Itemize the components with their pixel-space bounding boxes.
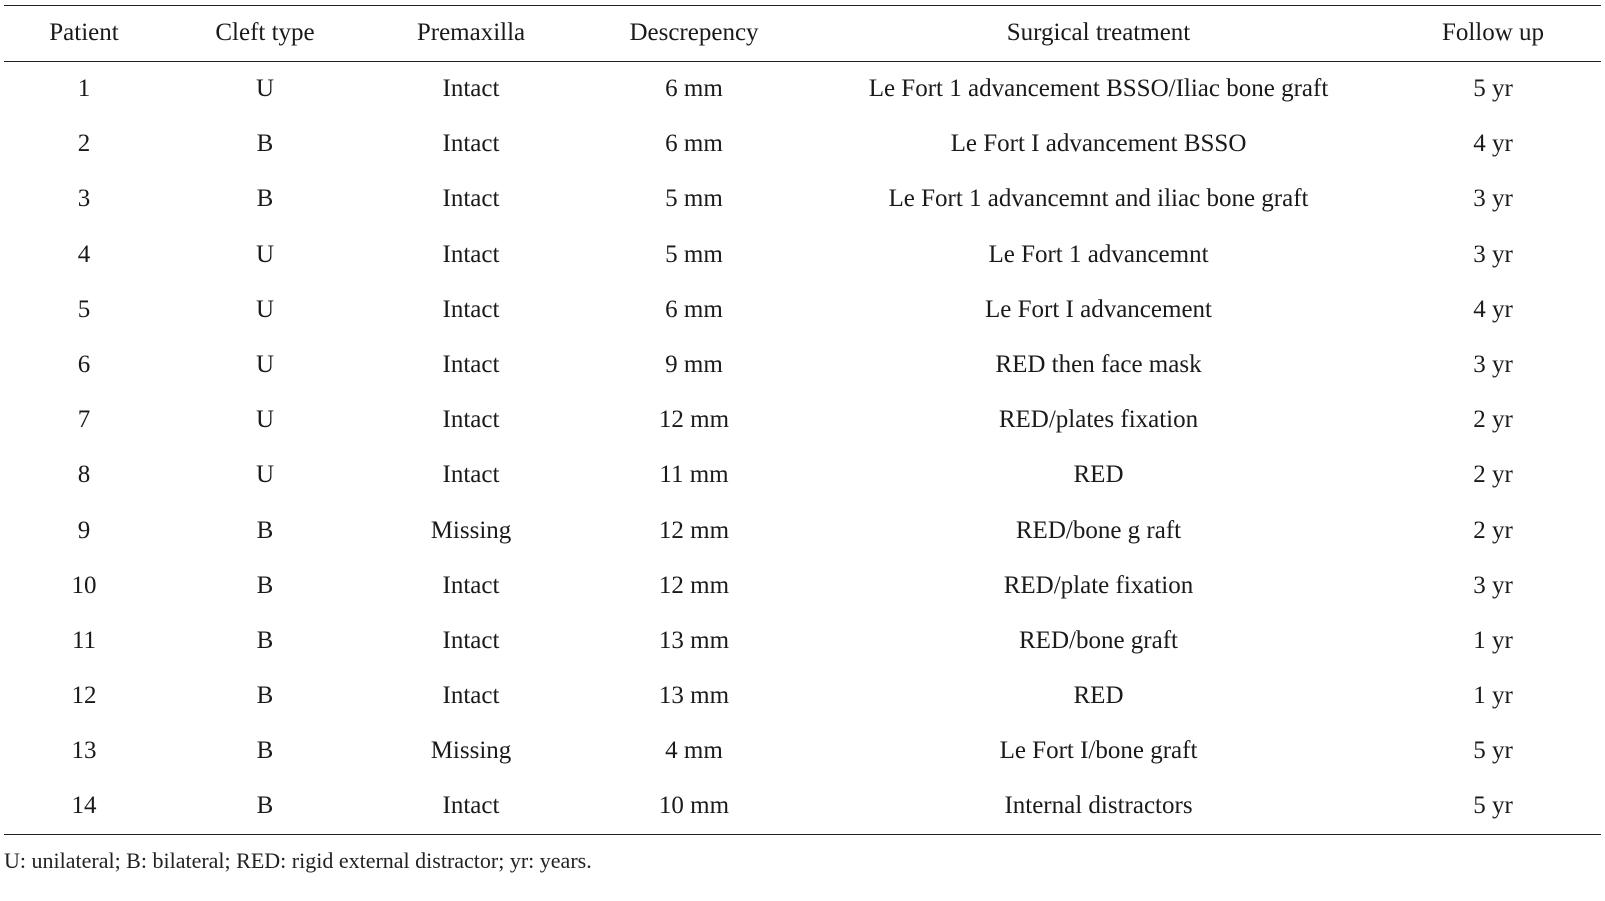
cell-surgical-treatment: RED	[1073, 461, 1124, 489]
cell-cleft-type: U	[255, 75, 275, 103]
cell-cleft-type: B	[256, 130, 274, 158]
cell-follow-up: 4 yr	[1473, 130, 1513, 158]
cell-follow-up: 3 yr	[1473, 351, 1513, 379]
data-table-container	[4, 5, 1601, 835]
cell-premaxilla: Intact	[442, 75, 500, 103]
cell-follow-up: 3 yr	[1473, 240, 1513, 268]
cell-cleft-type: B	[256, 626, 274, 654]
table-row	[4, 613, 1601, 668]
cell-premaxilla: Intact	[442, 130, 500, 158]
cell-surgical-treatment: RED then face mask	[995, 351, 1202, 379]
cell-cleft-type: U	[255, 461, 275, 489]
table-row	[4, 669, 1601, 724]
table-row	[4, 62, 1601, 117]
cell-follow-up: 5 yr	[1473, 75, 1513, 103]
header-descrepency: Descrepency	[629, 18, 759, 46]
cell-follow-up: 1 yr	[1473, 626, 1513, 654]
table-row	[4, 172, 1601, 227]
cell-premaxilla: Intact	[442, 295, 500, 323]
cell-descrepency: 11 mm	[659, 461, 729, 489]
cell-surgical-treatment: Le Fort 1 advancement BSSO/Iliac bone graft	[868, 75, 1329, 103]
cell-premaxilla: Intact	[442, 461, 500, 489]
cell-cleft-type: U	[255, 295, 275, 323]
table-row	[4, 393, 1601, 448]
cell-descrepency: 12 mm	[658, 406, 730, 434]
cell-patient: 4	[77, 240, 91, 268]
cell-descrepency: 13 mm	[658, 626, 730, 654]
cell-patient: 14	[71, 792, 97, 820]
cell-premaxilla: Intact	[442, 792, 500, 820]
cell-follow-up: 5 yr	[1473, 792, 1513, 820]
cell-patient: 7	[77, 406, 91, 434]
cell-follow-up: 3 yr	[1473, 571, 1513, 599]
cell-descrepency: 5 mm	[665, 240, 723, 268]
table-row	[4, 558, 1601, 613]
cell-premaxilla: Intact	[442, 406, 500, 434]
cell-cleft-type: B	[256, 737, 274, 765]
cell-patient: 5	[77, 295, 91, 323]
table-row	[4, 282, 1601, 337]
cell-cleft-type: B	[256, 516, 274, 544]
cell-follow-up: 1 yr	[1473, 682, 1513, 710]
cell-premaxilla: Missing	[430, 516, 512, 544]
cell-descrepency: 5 mm	[665, 185, 723, 213]
cell-surgical-treatment: RED/bone g raft	[1015, 516, 1182, 544]
cell-surgical-treatment: Le Fort I advancement	[985, 295, 1212, 323]
cell-cleft-type: B	[256, 571, 274, 599]
cell-descrepency: 6 mm	[665, 75, 723, 103]
cell-follow-up: 2 yr	[1473, 461, 1513, 489]
cell-cleft-type: B	[256, 792, 274, 820]
cell-descrepency: 9 mm	[665, 351, 723, 379]
table-row	[4, 448, 1601, 503]
cell-descrepency: 13 mm	[658, 682, 730, 710]
cell-patient: 2	[77, 130, 91, 158]
table-row	[4, 503, 1601, 558]
cell-follow-up: 2 yr	[1473, 406, 1513, 434]
table-row	[4, 337, 1601, 392]
cell-premaxilla: Intact	[442, 626, 500, 654]
table-row	[4, 117, 1601, 172]
cell-surgical-treatment: Le Fort 1 advancemnt and iliac bone graft	[888, 185, 1309, 213]
cell-surgical-treatment: RED/plate fixation	[1003, 571, 1194, 599]
header-premaxilla: Premaxilla	[416, 18, 526, 46]
table-row	[4, 724, 1601, 779]
cell-patient: 11	[71, 626, 97, 654]
cell-patient: 1	[77, 75, 91, 103]
cell-premaxilla: Intact	[442, 571, 500, 599]
cell-surgical-treatment: Internal distractors	[1004, 792, 1193, 820]
cell-descrepency: 10 mm	[658, 792, 730, 820]
cell-surgical-treatment: Le Fort 1 advancemnt	[988, 240, 1209, 268]
cell-cleft-type: U	[255, 240, 275, 268]
table-footnote: U: unilateral; B: bilateral; RED: rigid external distractor; yr: years.	[4, 848, 592, 873]
cell-descrepency: 4 mm	[665, 737, 723, 765]
cell-follow-up: 4 yr	[1473, 295, 1513, 323]
table-header	[4, 6, 1601, 62]
cell-premaxilla: Intact	[442, 240, 500, 268]
cell-descrepency: 12 mm	[658, 571, 730, 599]
cell-surgical-treatment: Le Fort I/bone graft	[999, 737, 1198, 765]
cell-surgical-treatment: Le Fort I advancement BSSO	[950, 130, 1247, 158]
cell-cleft-type: B	[256, 682, 274, 710]
patient-table	[4, 5, 1601, 835]
cell-follow-up: 3 yr	[1473, 185, 1513, 213]
cell-descrepency: 6 mm	[665, 130, 723, 158]
table-row	[4, 227, 1601, 282]
cell-cleft-type: U	[255, 406, 275, 434]
cell-surgical-treatment: RED	[1073, 682, 1124, 710]
cell-patient: 9	[77, 516, 91, 544]
table-row	[4, 779, 1601, 834]
cell-surgical-treatment: RED/plates fixation	[998, 406, 1199, 434]
cell-premaxilla: Missing	[430, 737, 512, 765]
cell-descrepency: 12 mm	[658, 516, 730, 544]
cell-premaxilla: Intact	[442, 185, 500, 213]
cell-descrepency: 6 mm	[665, 295, 723, 323]
header-cleft-type: Cleft type	[215, 18, 315, 46]
header-row	[4, 6, 1601, 62]
cell-follow-up: 2 yr	[1473, 516, 1513, 544]
cell-patient: 6	[77, 351, 91, 379]
cell-surgical-treatment: RED/bone graft	[1019, 626, 1178, 654]
cell-premaxilla: Intact	[442, 682, 500, 710]
cell-patient: 3	[77, 185, 91, 213]
cell-patient: 8	[77, 461, 91, 489]
header-surgical-treatment: Surgical treatment	[1006, 18, 1191, 46]
header-follow-up: Follow up	[1441, 18, 1545, 46]
cell-patient: 13	[71, 737, 97, 765]
cell-cleft-type: U	[255, 351, 275, 379]
header-patient: Patient	[49, 18, 119, 46]
cell-follow-up: 5 yr	[1473, 737, 1513, 765]
cell-patient: 12	[71, 682, 97, 710]
cell-cleft-type: B	[256, 185, 274, 213]
cell-premaxilla: Intact	[442, 351, 500, 379]
table-body	[4, 62, 1601, 835]
cell-patient: 10	[71, 571, 97, 599]
